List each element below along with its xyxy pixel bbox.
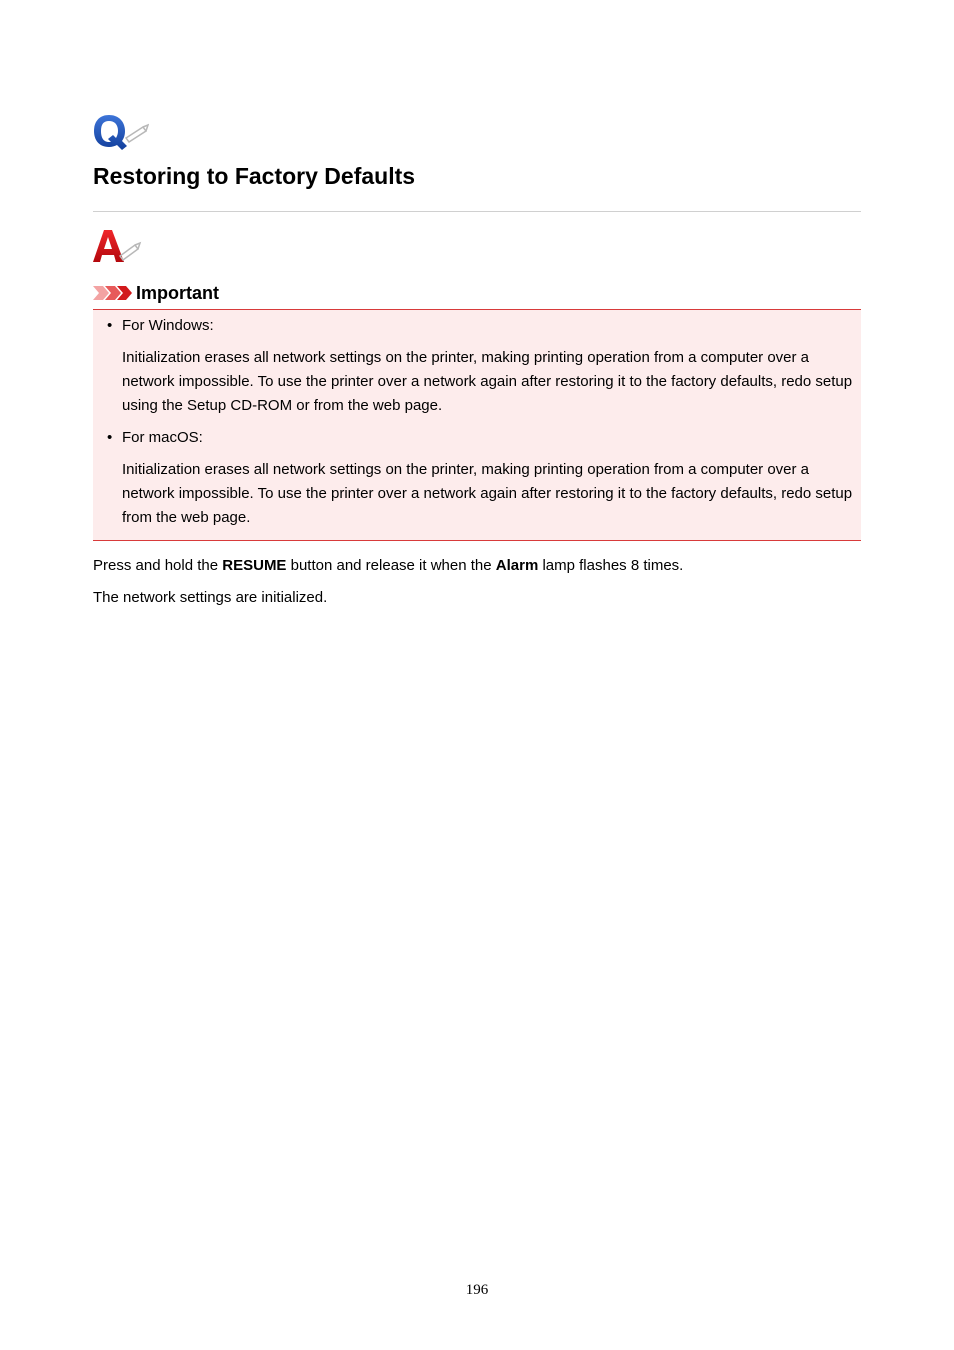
result-paragraph: The network settings are initialized. <box>93 589 328 606</box>
important-box <box>93 309 861 541</box>
bullet-icon: • <box>107 317 113 334</box>
important-header <box>93 280 219 306</box>
list-item-heading-text: For Windows: <box>122 317 214 334</box>
list-item-heading <box>93 426 861 450</box>
list-item <box>93 426 861 530</box>
list-item-body: Initialization erases all network settings on the printer, making printing operation from a computer over a network impossible. To use the printer over a network again after restoring it to the factory defaults, redo setup using the Setup CD-ROM or from the web page. <box>122 349 853 414</box>
a-answer-icon <box>93 228 143 266</box>
alarm-term: Alarm <box>495 557 539 574</box>
list-item-body: Initialization erases all network settings on the printer, making printing operation from a computer over a network impossible. To use the printer over a network again after restoring it to the factory defaults, redo setup from the web page. <box>122 461 853 526</box>
q-question-icon <box>93 112 149 152</box>
bullet-icon: • <box>107 429 113 446</box>
list-item <box>93 314 861 418</box>
important-label: Important <box>136 283 219 303</box>
resume-term: RESUME <box>222 557 287 574</box>
important-arrows-icon <box>93 285 133 301</box>
list-item-heading <box>93 314 861 338</box>
page-number: 196 <box>465 1282 489 1298</box>
instruction-paragraph <box>93 554 861 578</box>
list-item-heading-text: For macOS: <box>122 429 203 446</box>
page-title: Restoring to Factory Defaults <box>93 163 416 189</box>
instruction-text: lamp flashes 8 times. <box>538 557 684 574</box>
section-divider <box>93 211 861 212</box>
instruction-text: button and release it when the <box>286 557 496 574</box>
instruction-text: Press and hold the <box>93 557 223 574</box>
